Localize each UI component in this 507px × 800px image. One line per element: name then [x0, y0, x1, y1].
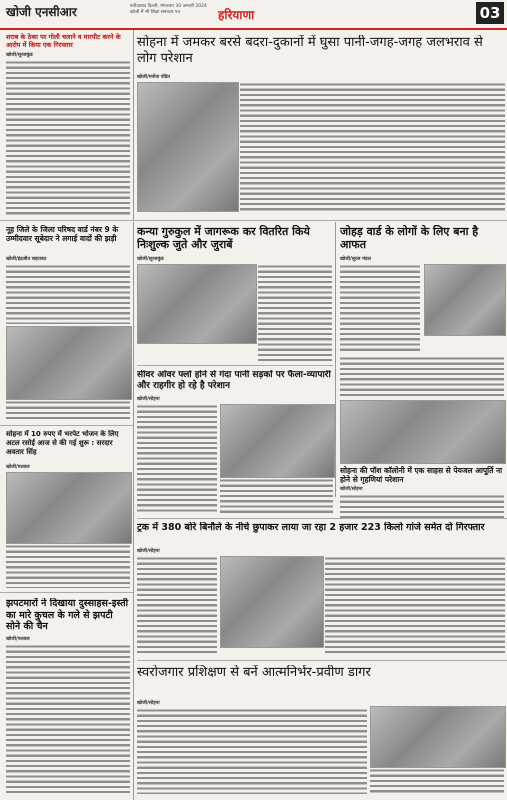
article-5-photo	[6, 326, 132, 400]
article-8-byline: खोजी/पलवल	[6, 465, 30, 470]
article-5-body	[6, 264, 130, 324]
article-7-byline: खोजी/सोहना	[340, 487, 363, 492]
article-4-body-cont	[340, 356, 504, 396]
article-1-headline: शराब के ठेका पर गोली चलाने व मारपीट करने के आरोप में किया एक गिरफ्तार	[6, 33, 121, 49]
article-11-headline: स्वरोजगार प्रशिक्षण से बनें आत्मनिर्भर-प्रवीण डागर	[137, 665, 371, 680]
article-3-body	[258, 264, 332, 362]
page-number: 03	[476, 2, 504, 24]
section-title: हरियाणा	[218, 8, 255, 22]
article-9-headline: ट्रक में 380 बोरे बिनौले के नीचे छुपाकर लाया जा रहा 2 हजार 223 किलो गांजे समेत दो गिरफ्तार	[137, 522, 485, 533]
article-11-byline: खोजी/सोहना	[137, 701, 160, 706]
newspaper-logo: खोजी एनसीआर	[6, 5, 77, 19]
article-2-headline: सोहना में जमकर बरसे बदरा-दुकानों में घुसा पानी-जगह-जगह जलभराव से लोग परेशान	[137, 35, 483, 66]
article-7-headline: सोहना की पॉश कॉलोनी में एक साहस से पेयजल आपूर्ति ना होने से गृहणियां परेशान	[340, 466, 503, 484]
issue-meta: फरीदाबाद दिल्ली, मंगलवार 30 जनवरी 2024 खोजी मैं भी शिक्षा समाचार पत्र	[130, 4, 207, 15]
article-2-body	[240, 82, 505, 212]
article-6-body-cont	[220, 478, 333, 514]
article-5-byline: खोजी/इंद्रजीत सहरावत	[6, 257, 47, 262]
article-9-photo	[220, 556, 324, 648]
article-9-body-cont	[325, 556, 505, 656]
masthead	[0, 0, 507, 30]
article-2-photo	[137, 82, 239, 212]
article-8-photo	[6, 472, 132, 544]
article-1-byline: खोजी/सूरजकुंड	[6, 53, 33, 58]
article-10-byline: खोजी/पलवल	[6, 637, 30, 642]
article-10-body	[6, 644, 130, 794]
article-3-headline: कन्या गुरुकुल में जागरूक कर वितरित किये निःशुल्क जुते और जुराबें	[137, 225, 310, 251]
article-10-headline: झपटमारों ने दिखाया दुस्साहस-इस्ती का मारे कुचल के गले से झपटी सोने की चैन	[6, 598, 129, 632]
article-6-body	[137, 404, 217, 514]
article-6-photo	[220, 404, 335, 478]
article-8-headline: सोहना में 10 रुपए में भरपेट भोजन के लिए अटल रसोई आज से की गई शुरू : सरदार अवतार सिंह	[6, 430, 119, 456]
article-11-body	[137, 708, 367, 794]
article-4-body	[340, 264, 420, 354]
article-1-body	[6, 60, 130, 215]
article-3-photo	[137, 264, 257, 344]
article-6-byline: खोजी/सोहना	[137, 397, 160, 402]
article-4-byline: खोजी/सूरज मंडल	[340, 257, 371, 262]
article-5-body-cont	[6, 400, 130, 420]
article-4-headline: जोहड़ वार्ड के लोगों के लिए बना है आफत	[340, 225, 479, 251]
article-2-byline: खोजी/मनोज पंडित	[137, 75, 170, 80]
article-8-body	[6, 544, 130, 588]
article-6-headline: सीवर ओवर फ्लो होने से गंदा पानी सड़कों पर फैला-व्यापारी और राहगीर हो रहे है परेशान	[137, 370, 331, 391]
article-7-body	[340, 494, 504, 518]
article-5-headline: नूह जिले के जिला परिषद वार्ड नंबर 9 के उम्मीदवार सूबेदार ने लगाई वादों की झड़ी	[6, 225, 119, 243]
article-3-byline: खोजी/सूरजकुंड	[137, 257, 164, 262]
article-9-byline: खोजी/सोहना	[137, 549, 160, 554]
article-4-photo	[424, 264, 506, 336]
article-11-photo	[370, 706, 506, 768]
article-7-photo	[340, 400, 506, 464]
article-9-body	[137, 556, 217, 656]
article-11-body-cont	[370, 768, 504, 794]
